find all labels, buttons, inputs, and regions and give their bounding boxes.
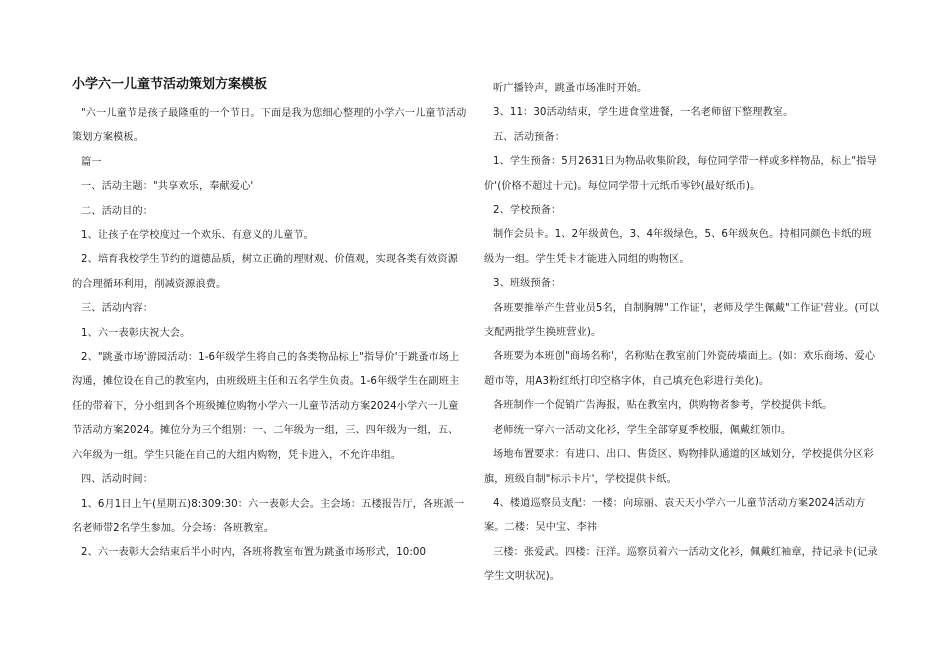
paragraph: 3、班级预备： [493,278,562,290]
paragraph: 各班制作一个促销广告海报，贴在教室内，供购物者参考，学校提供卡纸。 [493,400,833,412]
paragraph: 一、活动主题："共享欢乐，奉献爱心' [81,181,254,193]
paragraph: 五、活动预备： [493,131,566,143]
right-column [484,77,880,590]
paragraph: 三楼：张爱武。四楼：汪洋。巡察员着六一活动文化衫，佩戴红袖章，持记录卡(记录学生文明状况)。 [484,546,878,583]
paragraph: 各班要推举产生营业员5名，自制胸牌"工作证'，老师及学生佩戴"工作证'营业。(可以支配两批学生换班营业)。 [484,302,880,339]
paragraph: 1、6月1日上午(星期五)8:309:30：六一表彰大会。主会场：五楼报告厅，各班派一名老师带2名学生参加。分会场：各班教室。 [72,498,465,534]
paragraph: 1、让孩子在学校度过一个欢乐、有意义的儿童节。 [81,230,314,242]
paragraph: 2、培育我校学生节约的道德品质，树立正确的理财观、价值观，实现各类有效资源的合理循环利用，削减资源浪费。 [72,254,458,290]
paragraph: 三、活动内容： [81,303,154,315]
left-column [72,76,468,566]
document-title: 小学六一儿童节活动策划方案模板 [72,77,268,92]
paragraph: 3、11：30活动结束，学生进食堂进餐，一名老师留下整理教室。 [493,107,794,119]
paragraph: 制作会员卡。1、2年级黄色，3、4年级绿色，5、6年级灰色。持相同颜色卡纸的班级为一组。学生凭卡才能进入同组的购物区。 [484,229,872,265]
paragraph: 四、活动时间： [81,474,154,486]
paragraph: 4、楼道巡察员支配：一楼：向琼丽、袁天天小学六一儿童节活动方案2024活动方案。二楼：吴中宝、李祎 [484,497,866,534]
paragraph: 老师统一穿六一活动文化衫，学生全部穿夏季校服，佩戴红领巾。 [493,424,792,436]
paragraph: 篇一 [81,156,102,168]
paragraph: 2、"跳蚤市场'游园活动：1-6年级学生将自己的各类物品标上"指导价'于跳蚤市场上沟通，摊位设在自己的教室内，由班级班主任和五名学生负责。1-6年级学生在副班主任的带着下，分小组到各个班级摊位购物小学六一儿童节活动方案2024小学六一儿童节活动方案2024。摊位分为三个组别：一、二年级为一组，三、四年级为一组，五、六年级为一组。学生只能在自己的大组内购物，凭卡进入，不允许串组。 [72,352,460,461]
paragraph: 1、六一表彰庆祝大会。 [81,327,191,339]
paragraph: "六一儿童节是孩子最隆重的一个节日。下面是我为您细心整理的小学六一儿童节活动策划方案模板。 [72,108,467,144]
paragraph: 二、活动目的： [81,205,154,217]
paragraph: 2、六一表彰大会结束后半小时内，各班将教室布置为跳蚤市场形式，10:00 [81,547,427,559]
paragraph: 听广播铃声，跳蚤市场准时开始。 [493,83,648,94]
paragraph: 2、学校预备： [493,205,562,217]
paragraph: 各班要为本班创"商场名称'，名称贴在教室前门外瓷砖墙面上。(如：欢乐商场、爱心超市等，用A3粉红纸打印空格字体，自己填充色彩进行美化)。 [484,351,876,387]
paragraph: 场地布置要求：有进口、出口、售货区、购物排队通道的区域划分，学校提供分区彩旗，班级自制"标示卡片'，学校提供卡纸。 [484,449,874,485]
paragraph: 1、学生预备：5月2631日为物品收集阶段，每位同学带一样或多样物品，标上"指导价'(价格不超过十元)。每位同学带十元纸币零钞(最好纸币)。 [484,156,877,192]
